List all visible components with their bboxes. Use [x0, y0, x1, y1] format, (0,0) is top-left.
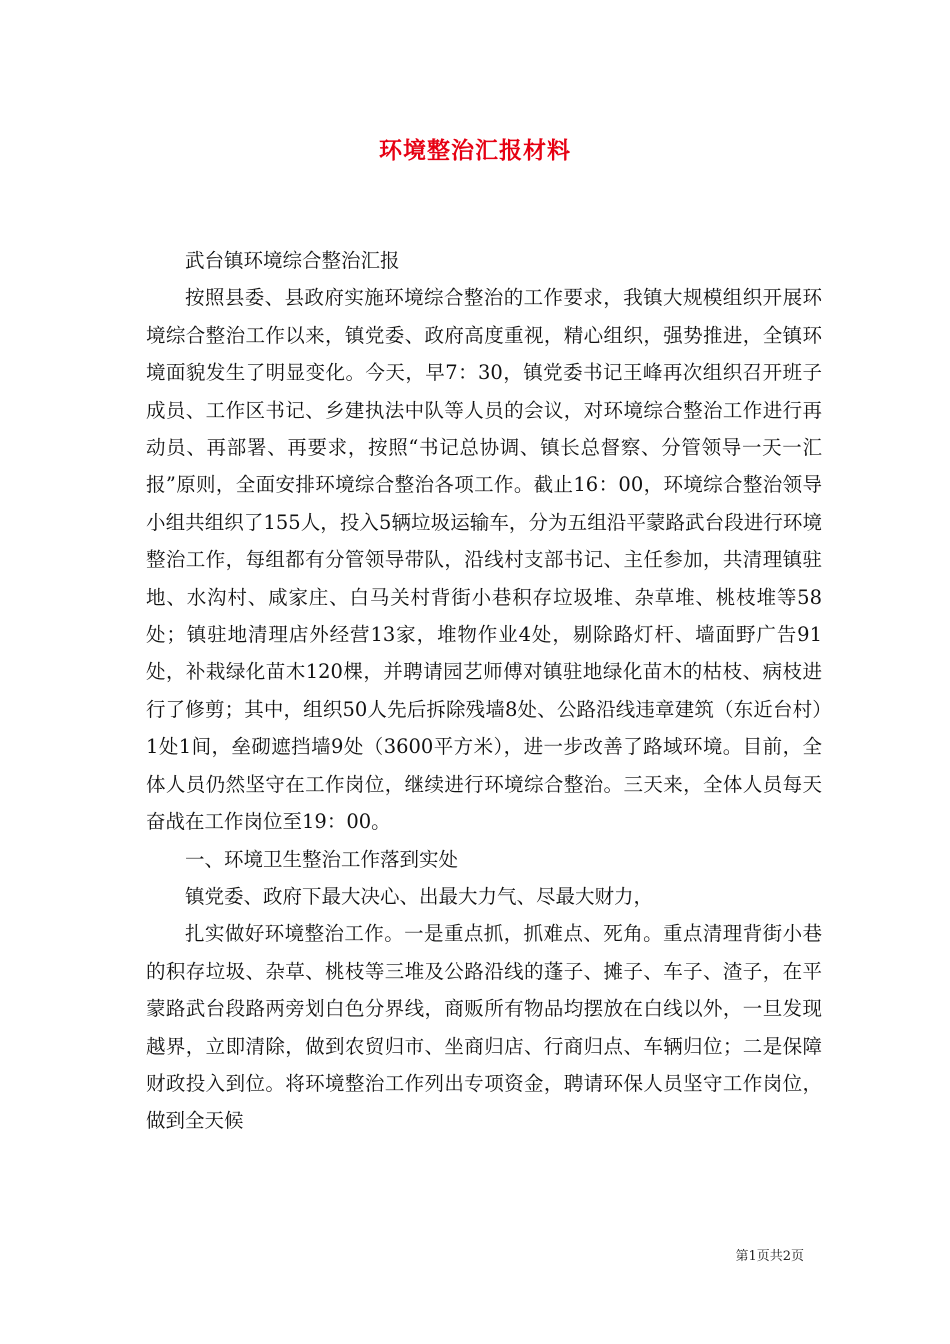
section-heading-1: 一、环境卫生整治工作落到实处 [185, 847, 459, 871]
paragraph-intro: 按照县委、县政府实施环境综合整治的工作要求，我镇大规模组织开展环境综合整治工作以来，镇党委、政府高度重视，精心组织，强势推进，全镇环境面貌发生了明显变化。今天，早7：30，镇党委书记王峰再次组织召开班子成员、工作区书记、乡建执法中队等人员的会议，对环境综合整治工作进行再动员、再部署、再要求，按照“书记总协调、镇长总督察、分管领导一天一汇报”原则，全面安排环境综合整治各项工作。截止16：00，环境综合整治领导小组共组织了155人，投入5辆垃圾运输车，分为五组沿平蒙路武台段进行环境整治工作，每组都有分管领导带队，沿线村支部书记、主任参加，共清理镇驻地、水沟村、咸家庄、白马关村背街小巷积存垃圾堆、杂草堆、桃枝堆等58处；镇驻地清理店外经营13家，堆物作业4处，剔除路灯杆、墙面野广告91处，补栽绿化苗木120棵，并聘请园艺师傅对镇驻地绿化苗木的枯枝、病枝进行了修剪；其中，组织50人先后拆除残墙8处、公路沿线违章建筑（东近台村）1处1间，垒砌遮挡墙9处（3600平方米），进一步改善了路域环境。目前，全体人员仍然坚守在工作岗位，继续进行环境综合整治。三天来，全体人员每天奋战在工作岗位至19：00。 [146, 286, 822, 834]
document-title: 环境整治汇报材料 [379, 137, 571, 164]
paragraph-subtitle: 武台镇环境综合整治汇报 [185, 249, 400, 272]
page-number-footer: 第1页共2页 [735, 1249, 804, 1264]
paragraph-section-1a: 镇党委、政府下最大决心、出最大力气、尽最大财力， [185, 884, 654, 908]
paragraph-section-1b: 扎实做好环境整治工作。一是重点抓，抓难点、死角。重点清理背街小巷的积存垃圾、杂草、桃枝等三堆及公路沿线的蓬子、摊子、车子、渣子，在平蒙路武台段路两旁划白色分界线，商贩所有物品均摆放在白线以外，一旦发现越界，立即清除，做到农贸归市、坐商归店、行商归点、车辆归位；二是保障财政投入到位。将环境整治工作列出专项资金，聘请环保人员坚守工作岗位，做到全天候 [146, 922, 822, 1133]
document-body [146, 242, 822, 1140]
